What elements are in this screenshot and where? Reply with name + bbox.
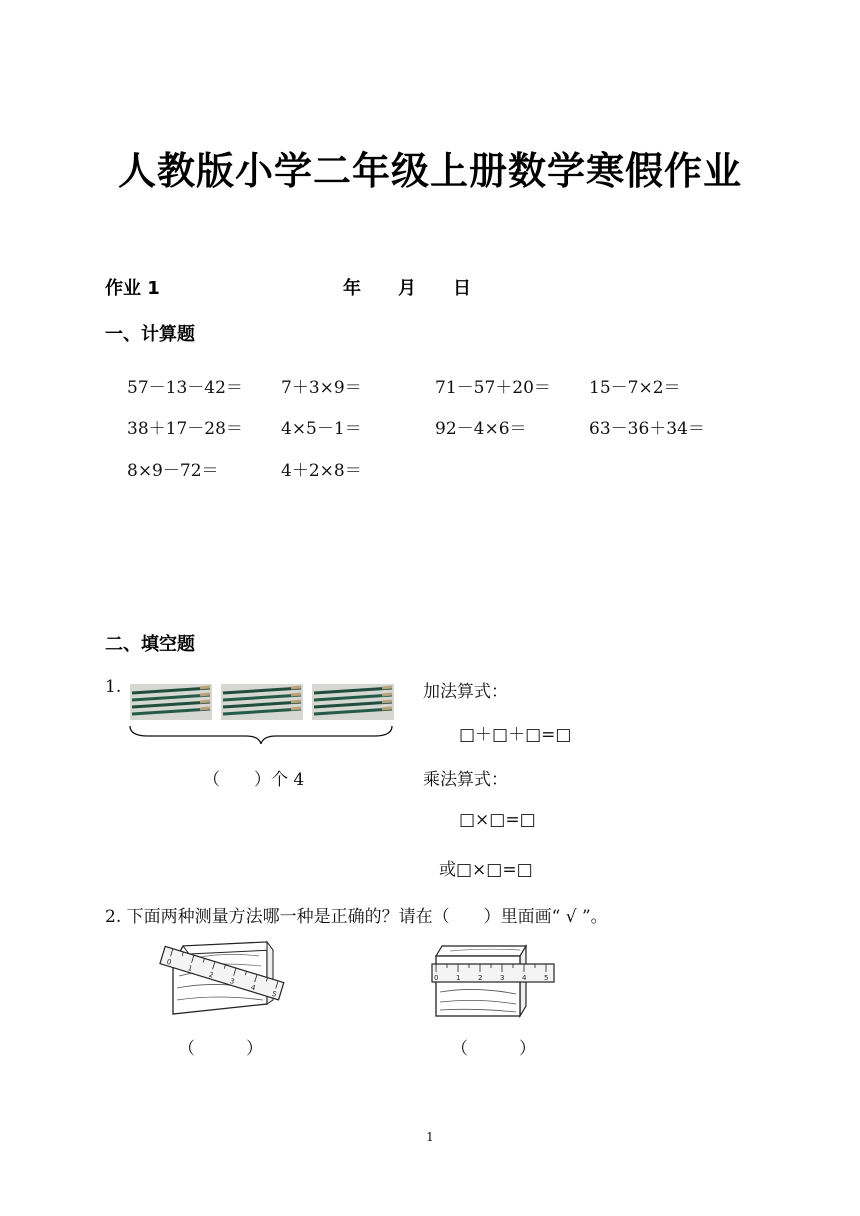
assignment-label: 作业 1 xyxy=(105,278,160,299)
equation: 8×9－72＝ xyxy=(127,461,219,481)
multiplication-formula: □×□=□ xyxy=(459,810,536,830)
page-title: 人教版小学二年级上册数学寒假作业 xyxy=(117,149,742,193)
svg-text:3: 3 xyxy=(500,974,505,982)
svg-text:5: 5 xyxy=(270,989,278,999)
equation: 38＋17－28＝ xyxy=(127,419,243,439)
date-year: 年 xyxy=(343,278,361,299)
multiplication-formula-alt: 或□×□=□ xyxy=(439,860,533,880)
section-heading-calculation: 一、计算题 xyxy=(105,324,195,345)
pencil-groups-figure xyxy=(128,682,396,744)
equation: 57－13－42＝ xyxy=(127,378,243,398)
answer-blank-left[interactable]: （ ） xyxy=(178,1039,263,1059)
multiplication-label: 乘法算式： xyxy=(423,770,508,790)
equation: 92－4×6＝ xyxy=(435,419,527,439)
equation: 15－7×2＝ xyxy=(589,378,681,398)
addition-formula: □＋□＋□=□ xyxy=(459,725,572,745)
svg-text:1: 1 xyxy=(456,974,461,982)
grouping-brace xyxy=(130,726,392,744)
page-number: 1 xyxy=(426,1130,434,1144)
pencil-bundle xyxy=(312,684,394,720)
addition-label: 加法算式： xyxy=(423,682,508,702)
question-number: 1. xyxy=(105,677,122,697)
svg-text:0: 0 xyxy=(165,957,173,967)
equation: 63－36＋34＝ xyxy=(589,419,705,439)
equation: 4×5－1＝ xyxy=(281,419,362,439)
section-heading-fill-in: 二、填空题 xyxy=(105,634,195,655)
answer-blank-right[interactable]: （ ） xyxy=(451,1039,536,1059)
svg-text:0: 0 xyxy=(434,974,439,982)
svg-text:4: 4 xyxy=(522,974,527,982)
svg-text:5: 5 xyxy=(544,974,549,982)
pencil-bundle xyxy=(130,684,212,720)
svg-text:2: 2 xyxy=(478,974,483,982)
date-day: 日 xyxy=(453,278,471,299)
svg-text:4: 4 xyxy=(249,983,257,993)
question-2-text: 2. 下面两种测量方法哪一种是正确的？请在（ ）里面画“ √ ”。 xyxy=(105,907,608,927)
incorrect-measurement-figure xyxy=(155,936,290,1020)
group-count-label: （ ）个 4 xyxy=(203,770,305,790)
pencil-bundle xyxy=(221,684,303,720)
svg-text:3: 3 xyxy=(228,977,236,986)
correct-measurement-figure xyxy=(430,940,558,1020)
equation: 71－57＋20＝ xyxy=(435,378,551,398)
equation: 4＋2×8＝ xyxy=(281,461,362,481)
equation: 7＋3×9＝ xyxy=(281,378,362,398)
svg-text:2: 2 xyxy=(207,970,215,980)
svg-text:1: 1 xyxy=(186,964,194,974)
date-month: 月 xyxy=(398,278,416,299)
